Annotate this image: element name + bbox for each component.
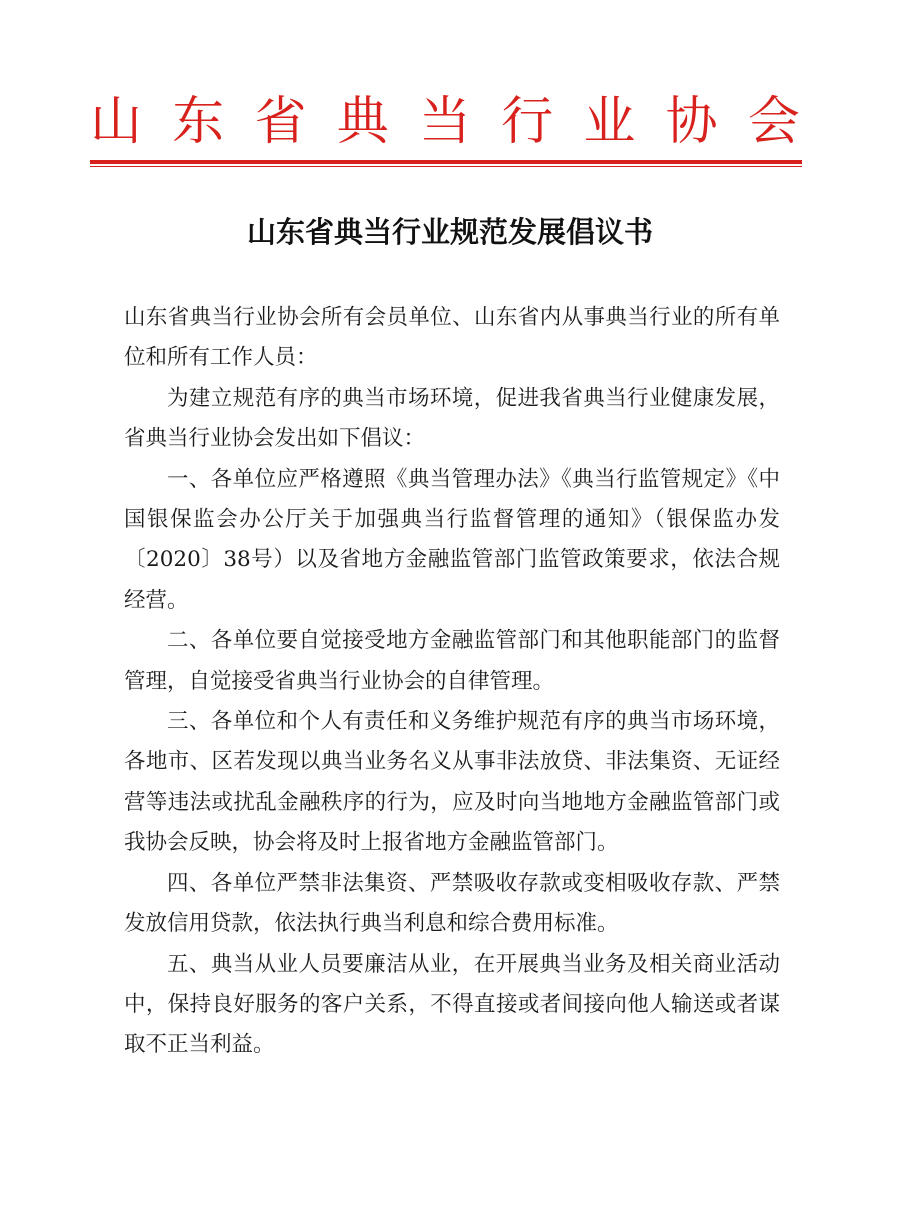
letterhead-char: 典 [336, 92, 389, 152]
letterhead-char: 协 [665, 92, 718, 152]
letterhead-divider-thin [90, 166, 802, 167]
letterhead-char: 当 [418, 92, 471, 152]
proposal-item-4: 四、各单位严禁非法集资、严禁吸收存款或变相吸收存款、严禁发放信用贷款，依法执行典当利息和综合费用标准。 [124, 870, 780, 937]
letterhead-char: 业 [583, 92, 636, 152]
salutation: 山东省典当行业协会所有会员单位、山东省内从事典当行业的所有单位和所有工作人员： [124, 305, 780, 371]
document-title: 山东省典当行业规范发展倡议书 [246, 215, 653, 249]
proposal-item-1: 一、各单位应严格遵照《典当管理办法》《典当行监管规定》《中国银保监会办公厅关于加强典当行监督管理的通知》（银保监办发〔2020〕38号）以及省地方金融监管部门监管政策要求，依法合规经营。 [124, 466, 780, 613]
proposal-item-2: 二、各单位要自觉接受地方金融监管部门和其他职能部门的监督管理，自觉接受省典当行业协会的自律管理。 [124, 628, 780, 694]
letterhead-divider-thick [90, 160, 802, 164]
intro-paragraph: 为建立规范有序的典当市场环境，促进我省典当行业健康发展，省典当行业协会发出如下倡议： [124, 385, 780, 452]
document-body [124, 298, 780, 1066]
proposal-item-3: 三、各单位和个人有责任和义务维护规范有序的典当市场环境，各地市、区若发现以典当业务名义从事非法放贷、非法集资、无证经营等违法或扰乱金融秩序的行为，应及时向当地地方金融监管部门或我协会反映，协会将及时上报省地方金融监管部门。 [124, 709, 780, 856]
letterhead-char: 行 [501, 92, 554, 152]
letterhead-org-name [90, 92, 800, 152]
letterhead-char: 省 [254, 92, 307, 152]
proposal-item-5: 五、典当从业人员要廉洁从业，在开展典当业务及相关商业活动中，保持良好服务的客户关系，不得直接或者间接向他人输送或者谋取不正当利益。 [124, 951, 780, 1058]
letterhead-char: 山 [90, 92, 143, 152]
letterhead-char: 会 [747, 92, 800, 152]
letterhead-char: 东 [172, 92, 225, 152]
